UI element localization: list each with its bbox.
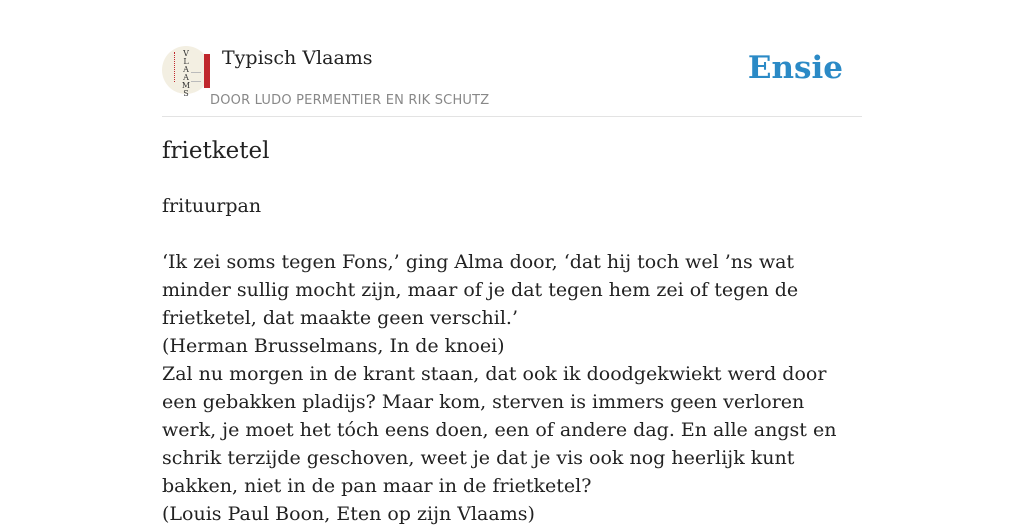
paragraph-gap — [162, 220, 862, 248]
entry-term: frietketel — [162, 138, 270, 164]
logo-red-bar — [204, 54, 210, 88]
page-header — [162, 46, 862, 117]
book-byline: DOOR LUDO PERMENTIER EN RIK SCHUTZ — [210, 93, 490, 108]
logo-lines — [191, 72, 201, 82]
definition-text: frituurpan — [162, 195, 262, 217]
book-title[interactable]: Typisch Vlaams — [222, 47, 373, 69]
quote-source: (Louis Paul Boon, Eten op zijn Vlaams) — [162, 503, 535, 525]
quote-text: Zal nu morgen in de krant staan, dat ook ik doodgekwiekt werd door een gebakken pladijs? Maar kom, sterven is immers geen verloren werk, je moet het tóch eens doen, een of andere dag. En alle angst en schrik terzijde geschoven, weet je dat je vis ook nog heerlijk kunt bakken, niet in de pan maar in de frietketel? — [162, 363, 837, 497]
logo-letters: V L A A M S — [181, 49, 191, 98]
book-cover-logo[interactable] — [162, 46, 210, 98]
ensie-logo-link[interactable]: Ensie — [747, 50, 843, 86]
quote-text: ‘Ik zei soms tegen Fons,’ ging Alma door, ‘dat hij toch wel ’ns wat minder sullig mocht zijn, maar of je dat tegen hem zei of tegen de frietketel, dat maakte geen verschil.’ — [162, 251, 799, 329]
quote-source: (Herman Brusselmans, In de knoei) — [162, 335, 505, 357]
entry-definition — [162, 192, 862, 528]
logo-red-marks — [174, 52, 178, 82]
